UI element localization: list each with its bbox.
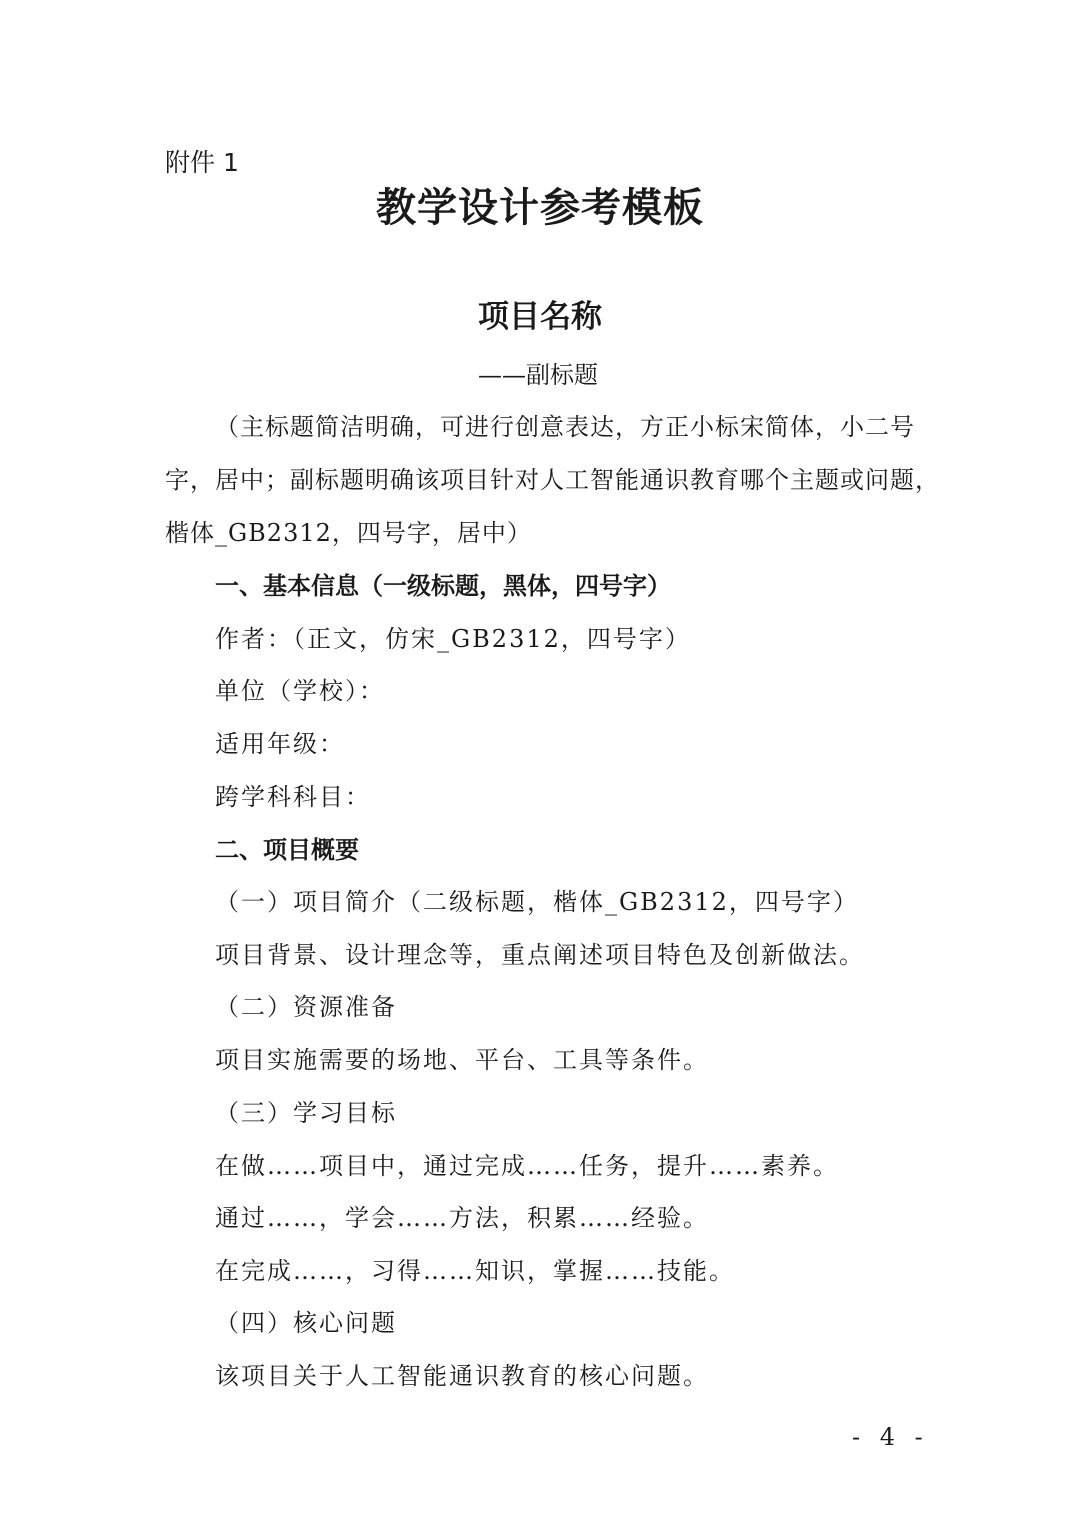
subjects-field: 跨学科科目：	[215, 783, 371, 811]
intro-heading: （一）项目简介（二级标题，楷体_GB2312，四号字）	[215, 888, 859, 916]
resources-text: 项目实施需要的场地、平台、工具等条件。	[215, 1046, 709, 1074]
goals-heading: （三）学习目标	[215, 1099, 397, 1127]
page-number: - 4 -	[852, 1423, 929, 1451]
section-2-heading: 二、项目概要	[215, 836, 359, 864]
author-field: 作者：（正文，仿宋_GB2312，四号字）	[215, 625, 691, 653]
goal-item-1: 在做……项目中，通过完成……任务，提升……素养。	[215, 1152, 839, 1180]
unit-field: 单位（学校）：	[215, 677, 385, 705]
core-question-heading: （四）核心问题	[215, 1309, 397, 1337]
title-note-line-3: 楷体_GB2312，四号字，居中）	[165, 519, 532, 547]
title-note-line-2: 字，居中；副标题明确该项目针对人工智能通识教育哪个主题或问题，	[165, 466, 940, 494]
goal-item-3: 在完成……，习得……知识，掌握……技能。	[215, 1257, 735, 1285]
attachment-label: 附件 1	[165, 148, 239, 177]
core-question-text: 该项目关于人工智能通识教育的核心问题。	[215, 1362, 709, 1390]
grade-field: 适用年级：	[215, 730, 345, 758]
title-note-line-1: （主标题简洁明确，可进行创意表达，方正小标宋简体，小二号	[215, 413, 915, 441]
project-name-heading: 项目名称	[478, 299, 602, 335]
goal-item-2: 通过……，学会……方法，积累……经验。	[215, 1204, 709, 1232]
resources-heading: （二）资源准备	[215, 993, 397, 1021]
subtitle: ——副标题	[478, 361, 598, 389]
intro-text: 项目背景、设计理念等，重点阐述项目特色及创新做法。	[215, 941, 865, 969]
document-title: 教学设计参考模板	[376, 184, 704, 231]
section-1-heading: 一、基本信息（一级标题，黑体，四号字）	[215, 572, 671, 600]
